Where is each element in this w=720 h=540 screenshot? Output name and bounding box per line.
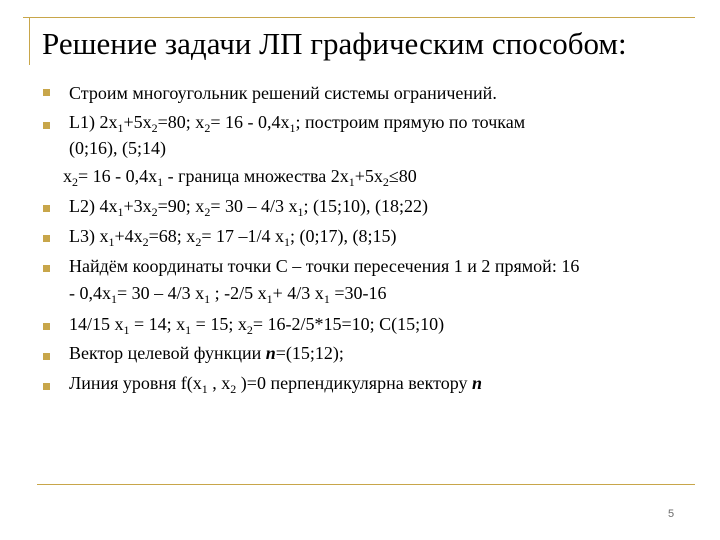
square-bullet-icon: [43, 265, 50, 272]
point-c-equation-text: - $0,4x_1= 30 - 4/3$ $x_1$ ; -2/5 $x_1+ 4/3$ $x_1 =30-16$: [69, 283, 387, 306]
l1-boundary-text: $x_2= 16 - 0,4x_1$ - граница множества $2x_1+5x_2\le 80$: [63, 166, 417, 189]
square-bullet-icon: [43, 235, 50, 242]
bullet-text-l1-equation: L1) $2x_1+5x_2=80$; $x_2= 16 - 0,4x_1$; построим прямую по точкам: [69, 112, 526, 135]
bullet-text-level-line: Линия уровня $f(x_1$ , $x_2$ )=0 перпендикулярна вектору n: [69, 373, 482, 396]
square-bullet-icon: [43, 353, 50, 360]
bullet-text-point-c-solution: 14/15 $x_1 = 14$; $x_1 = 15$; $x_2= 16-2/5*15=10$; C(15;10): [69, 314, 445, 337]
l1-points-text: (0;16), (5;14): [69, 138, 166, 158]
square-bullet-icon: [43, 383, 50, 390]
square-bullet-icon: [43, 89, 50, 96]
square-bullet-icon: [43, 323, 50, 330]
page-number: 5: [668, 508, 675, 520]
square-bullet-icon: [43, 205, 50, 212]
bullet-text-l3-equation: L3) $x_1+4x_2=68$; $x_2= 17$ –1/4 $x_1$; (0;17), (8;15): [69, 226, 397, 249]
bullet-text-build-polygon: Строим многоугольник решений системы ограничений.: [69, 83, 497, 103]
slide-title: Решение задачи ЛП графическим способом:: [42, 26, 627, 61]
bullet-text-l2-equation: L2) $4x_1+3x_2=90$; $x_2= 30 - 4/3$ $x_1$; (15;10), (18;22): [69, 196, 428, 219]
bullet-text-objective-vector: Вектор целевой функции n=(15;12);: [69, 343, 344, 363]
square-bullet-icon: [43, 122, 50, 129]
bullet-text-find-point-c: Найдём координаты точки С – точки пересечения 1 и 2 прямой: 16: [69, 256, 580, 276]
